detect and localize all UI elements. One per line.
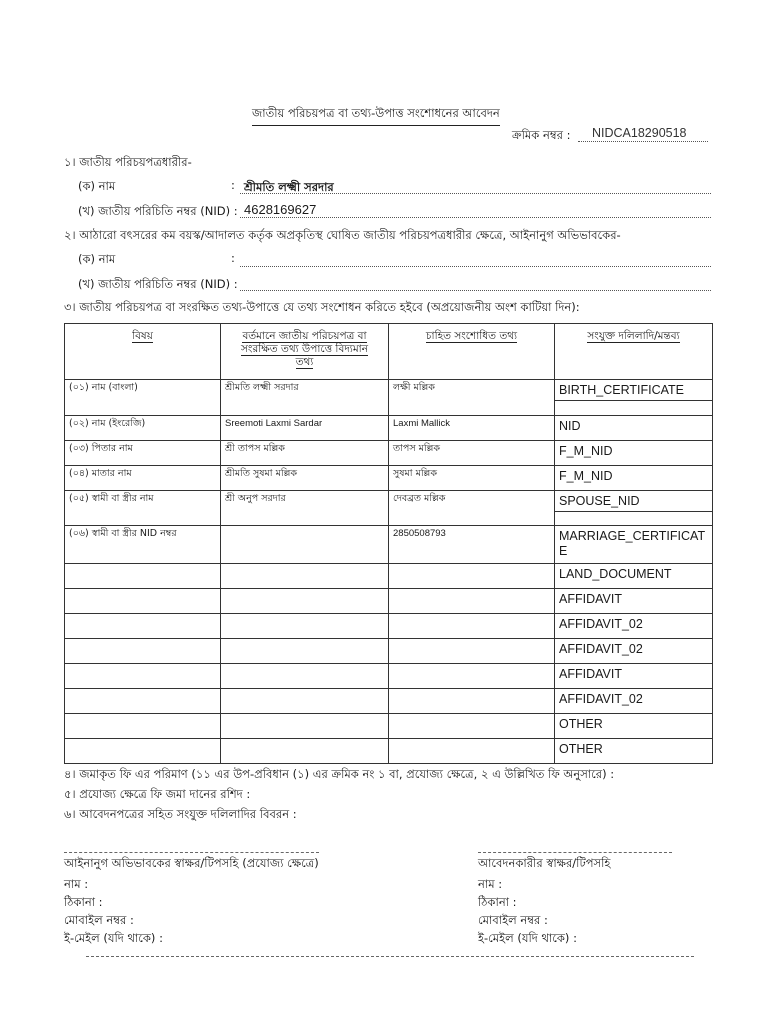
cell-subject: (০৩) পিতার নাম [65,441,221,466]
cell-current-info [221,739,389,764]
cell-documents [555,639,713,664]
document-entry: LAND_DOCUMENT [559,567,672,581]
cell-documents [555,664,713,689]
cell-current-info [221,714,389,739]
table-row [65,739,713,764]
guardian-nid-label: (খ) জাতীয় পরিচিতি নম্বর (NID) : [78,277,238,291]
table-row [65,589,713,614]
document-entry: NID [559,419,581,433]
holder-nid-field [240,199,711,218]
guardian-name-field [240,250,711,267]
cell-documents [555,466,713,491]
applicant-address: ঠিকানা : [478,895,517,909]
cell-subject [65,714,221,739]
applicant-name: নাম : [478,877,503,891]
guardian-name-label: (ক) নাম [78,252,116,266]
cell-subject: (০৪) মাতার নাম [65,466,221,491]
cell-subject: (০৫) স্বামী বা স্ত্রীর নাম [65,491,221,526]
cell-documents [555,441,713,466]
cell-requested-info [389,689,555,714]
cell-subject [65,564,221,589]
table-header-row [65,324,713,380]
cell-requested-info [389,714,555,739]
holder-nid-value: 4628169627 [244,202,317,217]
document-entry: AFFIDAVIT_02 [559,642,643,656]
cell-requested-info [389,564,555,589]
holder-name-colon: : [231,178,235,192]
table-row [65,526,713,564]
applicant-signature-title: আবেদনকারীর স্বাক্ষর/টিপসহি [478,856,611,870]
document-entry: AFFIDAVIT_02 [559,692,643,706]
holder-name-label: (ক) নাম [78,179,116,193]
document-entry: F_M_NID [559,469,613,483]
correction-table [64,323,713,764]
cell-requested-info: লক্ষী মল্লিক [389,380,555,416]
cell-requested-info: দেবব্রত মল্লিক [389,491,555,526]
cell-current-info [221,639,389,664]
guardian-address: ঠিকানা : [64,895,103,909]
guardian-signature-title: আইনানুগ অভিভাবকের স্বাক্ষর/টিপসহি (প্রযোজ্য ক্ষেত্রে) [64,856,319,870]
serial-number-value: NIDCA18290518 [578,126,708,142]
form-title: জাতীয় পরিচয়পত্র বা তথ্য-উপাত্ত সংশোধনের আবেদন [252,105,500,126]
cell-documents [555,589,713,614]
document-entry: AFFIDAVIT_02 [559,617,643,631]
cell-requested-info [389,614,555,639]
header-documents: সংযুক্ত দলিলাদি/মন্তব্য [555,324,713,380]
cell-subject [65,614,221,639]
cell-requested-info: সুষমা মল্লিক [389,466,555,491]
cell-documents [555,564,713,589]
holder-nid-label: (খ) জাতীয় পরিচিতি নম্বর (NID) : [78,204,238,218]
table-row [65,564,713,589]
cell-current-info [221,689,389,714]
table-row [65,639,713,664]
document-entry: SPOUSE_NID [559,494,640,508]
table-row [65,714,713,739]
cell-documents [555,380,713,416]
section3-heading: ৩। জাতীয় পরিচয়পত্র বা সংরক্ষিত তথ্য-উপাত্তে যে তথ্য সংশোধন করিতে হইবে (অপ্রয়োজনীয় অংশ কাটিয়া দিন): [64,300,580,314]
cell-subject [65,589,221,614]
document-entry [555,511,712,525]
table-row [65,614,713,639]
cell-current-info: শ্রীমতি সুষমা মল্লিক [221,466,389,491]
table-row [65,664,713,689]
left-signature-line [64,852,319,853]
cell-documents [555,614,713,639]
header-current-info: বর্তমানে জাতীয় পরিচয়পত্র বা সংরক্ষিত তথ্য উপাত্তে বিদ্যমান তথ্য [221,324,389,380]
holder-name-field [240,176,711,194]
cell-current-info [221,589,389,614]
document-entry: BIRTH_CERTIFICATE [559,383,685,397]
section6-attachments: ৬। আবেদনপত্রের সহিত সংযুক্ত দলিলাদির বিবরন : [64,807,297,821]
cell-subject: (০২) নাম (ইংরেজি) [65,416,221,441]
cell-requested-info [389,589,555,614]
cell-subject [65,689,221,714]
cell-documents [555,714,713,739]
table-row [65,491,713,526]
cell-requested-info: 2850508793 [389,526,555,564]
cell-subject [65,639,221,664]
cell-subject [65,739,221,764]
cell-documents [555,739,713,764]
applicant-email: ই-মেইল (যদি থাকে) : [478,931,577,945]
section1-heading: ১। জাতীয় পরিচয়পত্রধারীর- [64,155,192,169]
table-row [65,380,713,416]
cell-documents [555,416,713,441]
cell-requested-info [389,664,555,689]
guardian-email: ই-মেইল (যদি থাকে) : [64,931,163,945]
right-signature-line [478,852,672,853]
cell-current-info: শ্রীমতি লক্ষ্মী সরদার [221,380,389,416]
cell-documents [555,689,713,714]
bottom-dashed-divider [86,956,694,957]
table-row [65,689,713,714]
document-entry: F_M_NID [559,444,613,458]
guardian-name-colon: : [231,251,235,265]
cell-subject [65,664,221,689]
document-entry: AFFIDAVIT [559,667,622,681]
cell-current-info: Sreemoti Laxmi Sardar [221,416,389,441]
section4-fee-amount: ৪। জমাকৃত ফি এর পরিমাণ (১১ এর উপ-প্রবিধান (১) এর ক্রমিক নং ১ বা, প্রযোজ্য ক্ষেত্রে, ২ এ উল্লিখিত ফি অনুসারে) : [64,767,615,781]
cell-documents [555,491,713,526]
guardian-mobile: মোবাইল নম্বর : [64,913,134,927]
section5-fee-receipt: ৫। প্রযোজ্য ক্ষেত্রে ফি জমা দানের রশিদ : [64,787,251,801]
cell-documents [555,526,713,564]
table-row [65,466,713,491]
applicant-mobile: মোবাইল নম্বর : [478,913,548,927]
cell-current-info: শ্রী তাপস মল্লিক [221,441,389,466]
holder-name-value: শ্রীমতি লক্ষ্মী সরদার [244,180,334,194]
document-entry [555,400,712,414]
guardian-name: নাম : [64,877,89,891]
serial-label: ক্রমিক নম্বর : [512,128,571,142]
cell-subject: (০১) নাম (বাংলা) [65,380,221,416]
cell-current-info [221,526,389,564]
header-subject: বিষয় [65,324,221,380]
cell-subject: (০৬) স্বামী বা স্ত্রীর NID নম্বর [65,526,221,564]
table-row [65,441,713,466]
header-requested-info: চাহিত সংশোধিত তথ্য [389,324,555,380]
table-row [65,416,713,441]
cell-requested-info: তাপস মল্লিক [389,441,555,466]
guardian-nid-field [240,274,711,291]
document-entry: OTHER [559,717,603,731]
document-entry: AFFIDAVIT [559,592,622,606]
document-entry: MARRIAGE_CERTIFICATE [559,529,706,558]
cell-requested-info [389,639,555,664]
document-entry: OTHER [559,742,603,756]
cell-requested-info: Laxmi Mallick [389,416,555,441]
cell-current-info: শ্রী অনুপ সরদার [221,491,389,526]
section2-heading: ২। আঠারো বৎসরের কম বয়স্ক/আদালত কর্তৃক অপ্রকৃতিস্থ ঘোষিত জাতীয় পরিচয়পত্রধারীর ক্ষেত্রে, আইনানুগ অভিভাবকের- [64,228,621,242]
cell-current-info [221,664,389,689]
cell-current-info [221,614,389,639]
cell-current-info [221,564,389,589]
cell-requested-info [389,739,555,764]
